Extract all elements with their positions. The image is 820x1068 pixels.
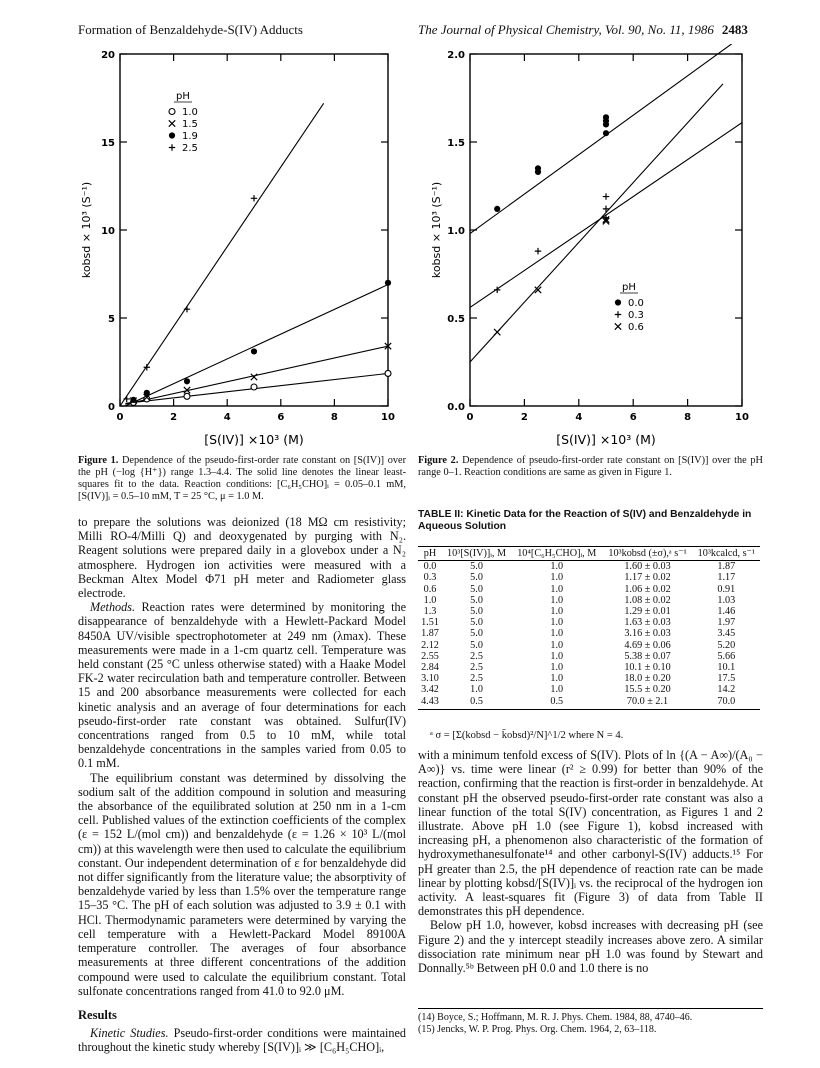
section-heading-results: Results	[78, 1007, 117, 1022]
table-cell: 2.12	[421, 639, 439, 651]
table-cell: 1.46	[717, 606, 736, 618]
y-tick-label: 1.0	[447, 226, 465, 237]
x-tick-label: 8	[330, 412, 338, 423]
table-row	[418, 696, 760, 710]
table-row	[418, 662, 760, 673]
figure-2-label: Figure 2.	[418, 455, 459, 466]
table-cell: 5.38 ± 0.07	[624, 650, 671, 662]
y-tick-label: 2.0	[447, 50, 465, 61]
table-cell: 17.5	[717, 673, 736, 685]
paragraph: The equilibrium constant was determined by dissolving the sodium salt of the addition compound in solution and measuring the absorbance of the equilibrated solution at 250 nm in a 1-cm cell. Published values of the extinction coefficients of the complex (ε = 152 L/(mol cm)) and benzaldehyde (ε = 1.26 × 10³ L/(mol cm)) at this wavelength were then used to calculate the equilibrium constant. Our independent determination of ε for benzaldehyde did not differ significantly from the literature value; the absorptivity of benzaldehyde varied by less than 1.5% over the temperature range 15–35 °C. The pH of each solution was adjusted to 3.9 ± 0.1 with HCl. Thermodynamic parameters were determined by varying the cell temperature with a Hewlett-Packard Model 89100A temperature controller. The averages of four absorbance measurements at three different concentrations of the addition compound were used to calculate the equilibrium constant. Total sulfonate concentrations ranged from 41.0 to 92.0 μM.	[78, 770, 406, 998]
x-tick-label: 10	[735, 412, 749, 423]
table-cell: 5.0	[470, 606, 483, 618]
data-point-dot	[184, 378, 190, 384]
table-cell: 1.0	[550, 673, 564, 685]
figure-1-chart	[76, 44, 406, 454]
y-tick-label: 0.0	[447, 402, 465, 413]
paragraph: Below pH 1.0, however, kobsd increases with decreasing pH (see Figure 2) and the y intercept steadily increases above zero. A similar dissociation rate minimum near pH 1.0 was found by Stewart and Donnally.⁵ᵇ Between pH 0.0 and 1.0 there is no	[418, 918, 763, 976]
table-cell: 10.1	[717, 662, 736, 674]
table-cell: 1.51	[421, 617, 439, 629]
x-axis-label: [S(IV)] ×10³ (M)	[556, 432, 656, 447]
table-cell: 2.5	[470, 662, 483, 674]
fit-line	[125, 346, 388, 404]
table-cell: 1.17	[717, 572, 736, 584]
data-point-dot	[603, 114, 609, 120]
table-cell: 1.0	[550, 662, 564, 674]
y-tick-label: 0	[108, 402, 115, 413]
table-cell: 1.3	[423, 606, 437, 618]
right-column-text	[418, 748, 763, 975]
table-cell: 1.0	[550, 650, 564, 662]
table-cell: 70.0 ± 2.1	[602, 696, 692, 710]
data-point-circle	[184, 393, 190, 399]
table-cell: 3.45	[717, 628, 736, 640]
table-cell: 5.66	[717, 650, 736, 662]
table-row	[418, 595, 760, 606]
fit-line	[470, 84, 723, 362]
legend-title: pH	[176, 91, 190, 102]
x-tick-label: 4	[223, 412, 231, 423]
data-point-x	[615, 323, 621, 329]
paragraph	[78, 600, 406, 770]
table-cell: 3.10	[421, 673, 439, 685]
run-in-heading: Kinetic Studies.	[90, 1026, 169, 1041]
table-cell: 1.06 ± 0.02	[624, 583, 671, 595]
table-header-cell: 10³kcalcd, s⁻¹	[693, 547, 760, 561]
table-cell: 70.0	[693, 696, 760, 710]
left-column-text	[78, 515, 406, 1055]
table-cell: 14.2	[717, 684, 736, 696]
paragraph-text: Pseudo-first-order conditions were maintained throughout the kinetic study whereby [S(IV)]ᵢ ≫ [C₆H₅CHO]ᵢ,	[78, 1026, 407, 1055]
table-row	[418, 651, 760, 662]
x-tick-label: 2	[170, 412, 178, 423]
data-point-plus	[535, 248, 541, 254]
paragraph: to prepare the solutions was deionized (18 MΩ cm resistivity; Milli RO-4/Milli Q) and deoxygenated by purging with N₂. Reagent solutions were prepared daily in a glovebox under a N₂ atmosphere. Hydrogen ion activities were measured with a Beckman Altex Model Φ71 pH meter and Radiometer glass electrode.	[78, 515, 406, 601]
table-cell: 1.0	[550, 583, 564, 595]
figure-1-caption	[78, 455, 406, 503]
table-cell: 1.97	[717, 617, 736, 629]
table-cell: 5.0	[470, 572, 483, 584]
table-title: TABLE II: Kinetic Data for the Reaction of S(IV) and Benzaldehyde in Aqueous Solution	[418, 509, 752, 532]
data-point-circle	[385, 370, 391, 376]
table-row	[418, 572, 760, 583]
y-axis-label: kobsd × 10³ (S⁻¹)	[430, 181, 443, 279]
table-cell: 1.87	[421, 628, 439, 640]
legend-entry: 1.0	[182, 107, 198, 118]
data-point-x	[494, 329, 500, 335]
running-header-left: Formation of Benzaldehyde-S(IV) Adducts	[78, 22, 303, 37]
data-point-plus	[169, 144, 175, 150]
table-cell: 18.0 ± 0.20	[624, 673, 671, 685]
x-tick-label: 6	[629, 412, 637, 423]
table-cell: 1.0	[550, 617, 564, 629]
data-point-circle	[169, 109, 175, 115]
table-row	[418, 640, 760, 651]
table-row	[418, 628, 760, 639]
table-cell: 5.0	[470, 617, 483, 629]
table-header-cell: 10⁴[C₆H₅CHO]ᵢ, M	[511, 547, 602, 561]
data-point-dot	[603, 130, 609, 136]
table-header-cell: pH	[418, 547, 442, 561]
table-cell: 2.84	[421, 662, 439, 674]
table-cell: 1.08 ± 0.02	[624, 594, 671, 606]
x-tick-label: 8	[684, 412, 692, 423]
x-tick-label: 0	[116, 412, 124, 423]
figure-2-caption-text: Dependence of pseudo-first-order rate constant on [S(IV)] over the pH range 0–1. Reaction conditions are same as given in Figure 1.	[418, 455, 763, 478]
table-cell: 2.5	[470, 673, 483, 685]
journal-citation: The Journal of Physical Chemistry, Vol. 90, No. 11, 1986	[418, 22, 714, 37]
table-cell: 1.63 ± 0.03	[624, 617, 671, 629]
table-header-row	[418, 547, 760, 561]
table-cell: 1.0	[550, 572, 564, 584]
plot-frame	[470, 54, 742, 406]
table-cell: 3.42	[421, 684, 439, 696]
data-point-x	[251, 374, 257, 380]
references	[418, 1008, 763, 1036]
x-axis-label: [S(IV)] ×10³ (M)	[204, 432, 304, 447]
data-point-dot	[130, 397, 136, 403]
x-tick-label: 4	[575, 412, 583, 423]
x-tick-label: 2	[520, 412, 528, 423]
table-cell: 1.87	[717, 561, 736, 573]
data-point-x	[169, 120, 175, 126]
table-cell: 0.5	[511, 696, 602, 710]
paragraph: with a minimum tenfold excess of S(IV). Plots of ln {(A − A∞)/(A₀ − A∞)} vs. time were linear (r² ≥ 0.99) for better than 90% of the reaction, confirming that the reaction is first-order in benzaldehyde. At constant pH the observed pseudo-first-order rate constant was also a linear function of the total S(IV) concentration, as Figures 1 and 2 illustrate. Above pH 1.0 (see Figure 1), kobsd increased with increasing pH, a phenomenon also characteristic of the formation of hydroxymethanesulfonate¹⁴ and other carbonyl-S(IV) adducts.¹⁵ For pH greater than 2.5, the pH dependence of reaction rate can be made linear by plotting kobsd/[S(IV)]ᵢ vs. the reciprocal of the hydrogen ion activity. A least-squares fit (Figure 3) of data from Table II demonstrates this pH dependence.	[418, 748, 763, 919]
table-cell: 0.5	[442, 696, 511, 710]
table-cell: 5.0	[470, 594, 483, 606]
fit-line	[470, 44, 742, 234]
data-point-dot	[494, 206, 500, 212]
legend-entry: 1.9	[182, 131, 198, 142]
table-cell: 1.0	[550, 684, 564, 696]
table-cell: 1.17 ± 0.02	[624, 572, 671, 584]
table-row	[418, 561, 760, 573]
table-cell: 15.5 ± 0.20	[624, 684, 671, 696]
legend-entry: 0.0	[628, 298, 644, 309]
legend-entry: 0.6	[628, 322, 644, 333]
table-cell: 0.6	[423, 583, 437, 595]
table-cell: 0.3	[423, 572, 437, 584]
data-point-plus	[124, 396, 130, 402]
table-row	[418, 684, 760, 695]
table-cell: 4.69 ± 0.06	[624, 639, 671, 651]
table-cell: 1.0	[550, 561, 564, 573]
kinetic-data-table	[418, 546, 760, 710]
legend-title: pH	[622, 282, 636, 293]
table-cell: 2.55	[421, 650, 439, 662]
data-point-dot	[615, 299, 621, 305]
data-point-dot	[251, 348, 257, 354]
data-point-dot	[169, 132, 175, 138]
fit-line	[120, 103, 324, 406]
data-point-dot	[535, 165, 541, 171]
table-row	[418, 617, 760, 628]
table-cell: 0.91	[717, 583, 736, 595]
x-tick-label: 10	[381, 412, 395, 423]
table-cell: 5.20	[717, 639, 736, 651]
data-point-dot	[385, 280, 391, 286]
page-number: 2483	[721, 22, 748, 37]
table-cell: 2.5	[470, 650, 483, 662]
table-header-cell: 10³kobsd (±σ),ᵃ s⁻¹	[602, 547, 692, 561]
figure-1-caption-text: Dependence of the pseudo-first-order rate constant on [S(IV)] over the pH (−log {H⁺}) range 1.3–4.4. The solid line denotes the linear least-squares fit to the data. Reaction conditions: [C₆H₅CHO]ᵢ = 0.05–0.1 mM, [S(IV)]ᵢ = 0.5–10 mM, T = 25 °C, μ = 1.0 M.	[78, 455, 407, 502]
data-point-plus	[251, 195, 257, 201]
table-cell: 5.0	[470, 561, 483, 573]
data-point-plus	[603, 206, 609, 212]
y-tick-label: 10	[101, 226, 115, 237]
x-tick-label: 6	[277, 412, 285, 423]
table-row	[418, 673, 760, 684]
table-cell: 0.0	[423, 561, 437, 573]
table-cell: 1.60 ± 0.03	[624, 561, 671, 573]
data-point-circle	[251, 384, 257, 390]
data-point-dot	[144, 390, 150, 396]
y-axis-label: kobsd × 10³ (S⁻¹)	[80, 181, 93, 279]
table-row	[418, 584, 760, 595]
y-tick-label: 20	[101, 50, 115, 61]
y-tick-label: 0.5	[447, 314, 465, 325]
table-footnote: ᵃ σ = [Σ(kobsd − k̄obsd)²/N]^1/2 where N = 4.	[430, 730, 624, 741]
table-cell: 1.0	[423, 594, 437, 606]
paragraph	[78, 1026, 406, 1054]
figure-2-chart	[418, 44, 758, 454]
table-cell: 5.0	[470, 639, 483, 651]
table-cell: 1.0	[470, 684, 483, 696]
x-tick-label: 0	[466, 412, 474, 423]
table-row	[418, 606, 760, 617]
table-cell: 10.1 ± 0.10	[624, 662, 671, 674]
run-in-heading: Methods.	[90, 600, 136, 615]
reference-15: (15) Jencks, W. P. Prog. Phys. Org. Chem. 1964, 2, 63–118.	[418, 1024, 657, 1035]
paragraph-text: Reaction rates were determined by monitoring the disappearance of benzaldehyde with a Hewlett-Packard Model 8450A UV/visible spectrophotometer at 249 nm (λmax). These measurements were made in a 1-cm quartz cell. Temperature was held constant (25 °C unless otherwise stated) with a Haake Model FK-2 water recirculation bath and temperature controller. Between 15 and 200 absorbance measurements were collected for each kinetic analysis and an average of four determinations for each pseudo-first-order rate constant was obtained. Sulfur(IV) concentrations ranged from 0.5 to 10 mM, while total benzaldehyde concentrations in the samples varied from 0.05 to 0.1 mM.	[78, 600, 406, 771]
table-cell: 1.0	[550, 594, 564, 606]
table-cell: 1.29 ± 0.01	[624, 606, 671, 618]
running-header-right	[418, 22, 748, 38]
data-point-plus	[603, 193, 609, 199]
figure-1-label: Figure 1.	[78, 455, 119, 466]
y-tick-label: 5	[108, 314, 115, 325]
data-point-plus	[615, 311, 621, 317]
table-cell: 4.43	[418, 696, 442, 710]
table-cell: 1.0	[550, 628, 564, 640]
table-cell: 1.03	[717, 594, 736, 606]
table-header-cell: 10³[S(IV)]ᵢ, M	[442, 547, 511, 561]
table-cell: 1.0	[550, 606, 564, 618]
reference-14: (14) Boyce, S.; Hoffmann, M. R. J. Phys. Chem. 1984, 88, 4740–46.	[418, 1012, 693, 1023]
y-tick-label: 1.5	[447, 138, 465, 149]
data-point-plus	[184, 306, 190, 312]
table-cell: 5.0	[470, 583, 483, 595]
legend-entry: 1.5	[182, 119, 198, 130]
table-cell: 1.0	[550, 639, 564, 651]
y-tick-label: 15	[101, 138, 115, 149]
legend-entry: 2.5	[182, 143, 198, 154]
legend-entry: 0.3	[628, 310, 644, 321]
figure-2-caption	[418, 455, 763, 479]
table-cell: 5.0	[470, 628, 483, 640]
table-cell: 3.16 ± 0.03	[624, 628, 671, 640]
